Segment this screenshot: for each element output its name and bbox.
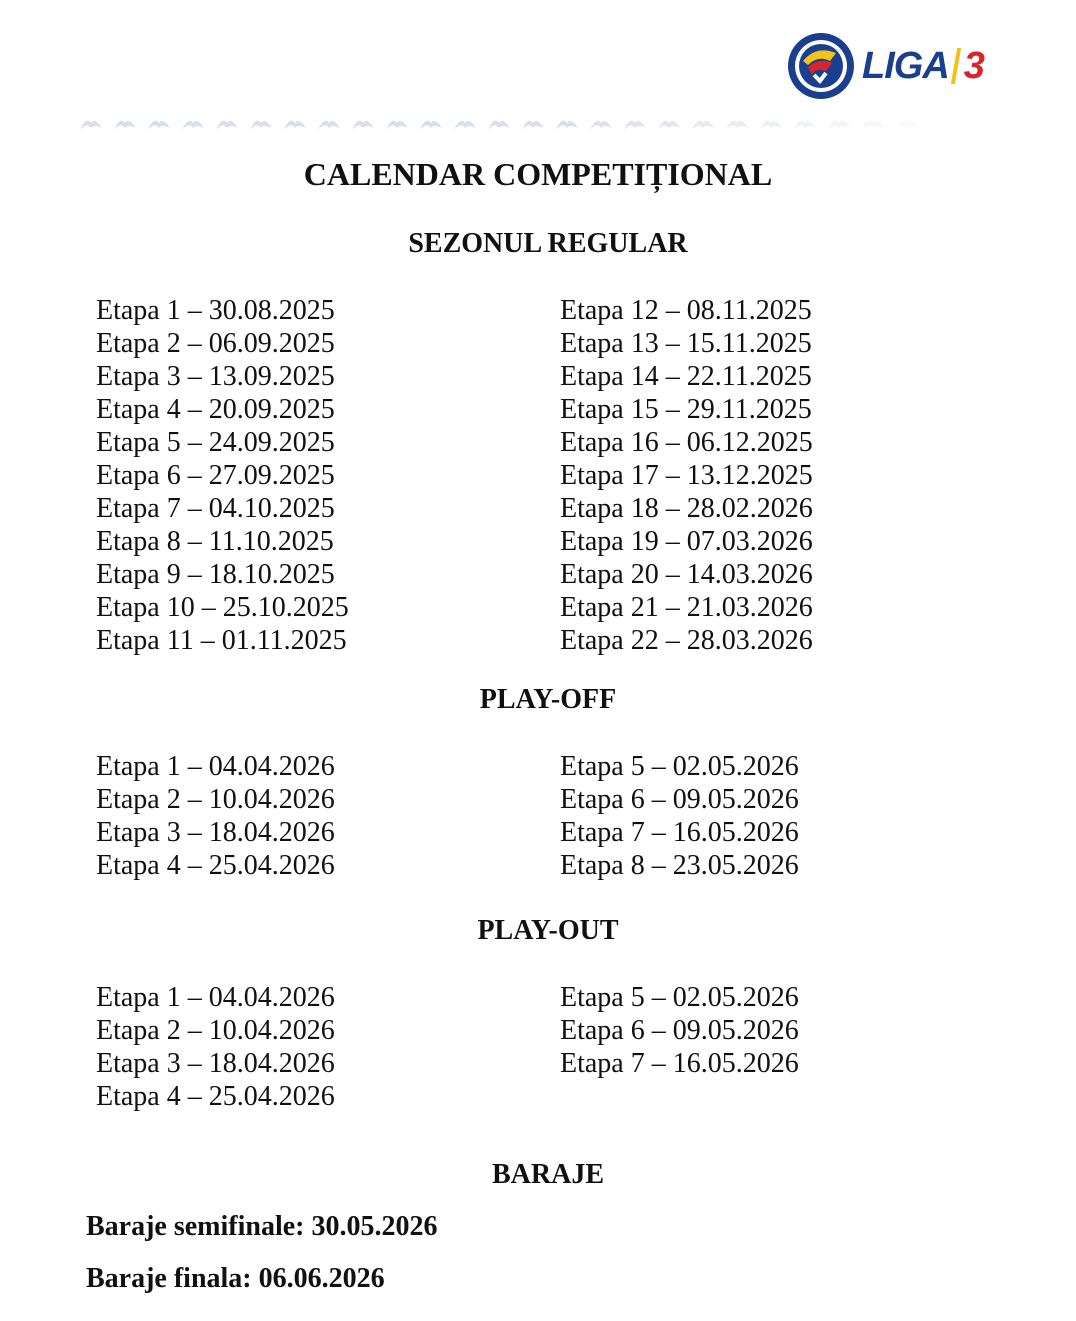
wave-icon [554,114,580,134]
section-title-playout: PLAY-OUT [477,915,619,946]
wave-icon [860,114,886,134]
etapa-row: Etapa 20 – 14.03.2026 [560,559,813,590]
etapa-row: Etapa 3 – 18.04.2026 [96,1048,335,1079]
etapa-row: Etapa 22 – 28.03.2026 [560,625,813,656]
baraje-finala: Baraje finala: 06.06.2026 [86,1263,385,1294]
etapa-row: Etapa 2 – 10.04.2026 [96,784,335,815]
wave-icon [792,114,818,134]
etapa-row: Etapa 4 – 25.04.2026 [96,850,335,881]
decorative-wave-row [78,112,918,136]
liga3-emblem-icon [786,31,856,101]
etapa-row: Etapa 18 – 28.02.2026 [560,493,813,524]
wave-icon [316,114,342,134]
wave-icon [180,114,206,134]
wave-icon [622,114,648,134]
playoff-left-list [96,750,335,882]
wave-icon [520,114,546,134]
wave-icon [248,114,274,134]
playout-left-list [96,981,335,1113]
etapa-row: Etapa 16 – 06.12.2025 [560,427,813,458]
wave-icon [826,114,852,134]
etapa-row: Etapa 6 – 27.09.2025 [96,460,335,491]
etapa-row: Etapa 3 – 18.04.2026 [96,817,335,848]
etapa-row: Etapa 4 – 25.04.2026 [96,1081,335,1112]
wave-icon [214,114,240,134]
etapa-row: Etapa 19 – 07.03.2026 [560,526,813,557]
etapa-row: Etapa 7 – 04.10.2025 [96,493,335,524]
playoff-right-list [560,750,799,882]
wave-icon [78,114,104,134]
etapa-row: Etapa 1 – 04.04.2026 [96,751,335,782]
baraje-semifinale: Baraje semifinale: 30.05.2026 [86,1211,438,1242]
wave-icon [758,114,784,134]
etapa-row: Etapa 13 – 15.11.2025 [560,328,812,359]
page-title: CALENDAR COMPETIȚIONAL [303,156,773,192]
etapa-row: Etapa 6 – 09.05.2026 [560,784,799,815]
logo-number-text: 3 [963,44,984,87]
etapa-row: Etapa 6 – 09.05.2026 [560,1015,799,1046]
wave-icon [146,114,172,134]
etapa-row: Etapa 5 – 24.09.2025 [96,427,335,458]
section-title-regular: SEZONUL REGULAR [408,228,688,259]
etapa-row: Etapa 15 – 29.11.2025 [560,394,812,425]
regular-left-list [96,294,349,657]
etapa-row: Etapa 5 – 02.05.2026 [560,982,799,1013]
wave-icon [690,114,716,134]
etapa-row: Etapa 8 – 23.05.2026 [560,850,799,881]
wave-icon [486,114,512,134]
liga3-logo [786,30,984,102]
wave-icon [112,114,138,134]
logo-separator [951,48,961,84]
etapa-row: Etapa 11 – 01.11.2025 [96,625,347,656]
etapa-row: Etapa 2 – 06.09.2025 [96,328,335,359]
regular-right-list [560,294,813,657]
etapa-row: Etapa 7 – 16.05.2026 [560,1048,799,1079]
etapa-row: Etapa 1 – 04.04.2026 [96,982,335,1013]
wave-icon [282,114,308,134]
liga3-wordmark [862,45,984,88]
wave-icon [588,114,614,134]
etapa-row: Etapa 1 – 30.08.2025 [96,295,335,326]
etapa-row: Etapa 12 – 08.11.2025 [560,295,812,326]
wave-icon [452,114,478,134]
section-title-baraje: BARAJE [491,1159,604,1190]
etapa-row: Etapa 5 – 02.05.2026 [560,751,799,782]
etapa-row: Etapa 14 – 22.11.2025 [560,361,812,392]
etapa-row: Etapa 21 – 21.03.2026 [560,592,813,623]
section-title-playoff: PLAY-OFF [479,684,617,715]
etapa-row: Etapa 2 – 10.04.2026 [96,1015,335,1046]
wave-icon [656,114,682,134]
etapa-row: Etapa 8 – 11.10.2025 [96,526,334,557]
wave-icon [350,114,376,134]
etapa-row: Etapa 3 – 13.09.2025 [96,361,335,392]
logo-liga-text: LIGA [862,44,949,87]
wave-icon [384,114,410,134]
wave-icon [894,114,920,134]
playout-right-list [560,981,799,1080]
wave-icon [724,114,750,134]
etapa-row: Etapa 7 – 16.05.2026 [560,817,799,848]
etapa-row: Etapa 10 – 25.10.2025 [96,592,349,623]
etapa-row: Etapa 17 – 13.12.2025 [560,460,813,491]
etapa-row: Etapa 4 – 20.09.2025 [96,394,335,425]
etapa-row: Etapa 9 – 18.10.2025 [96,559,335,590]
wave-icon [418,114,444,134]
